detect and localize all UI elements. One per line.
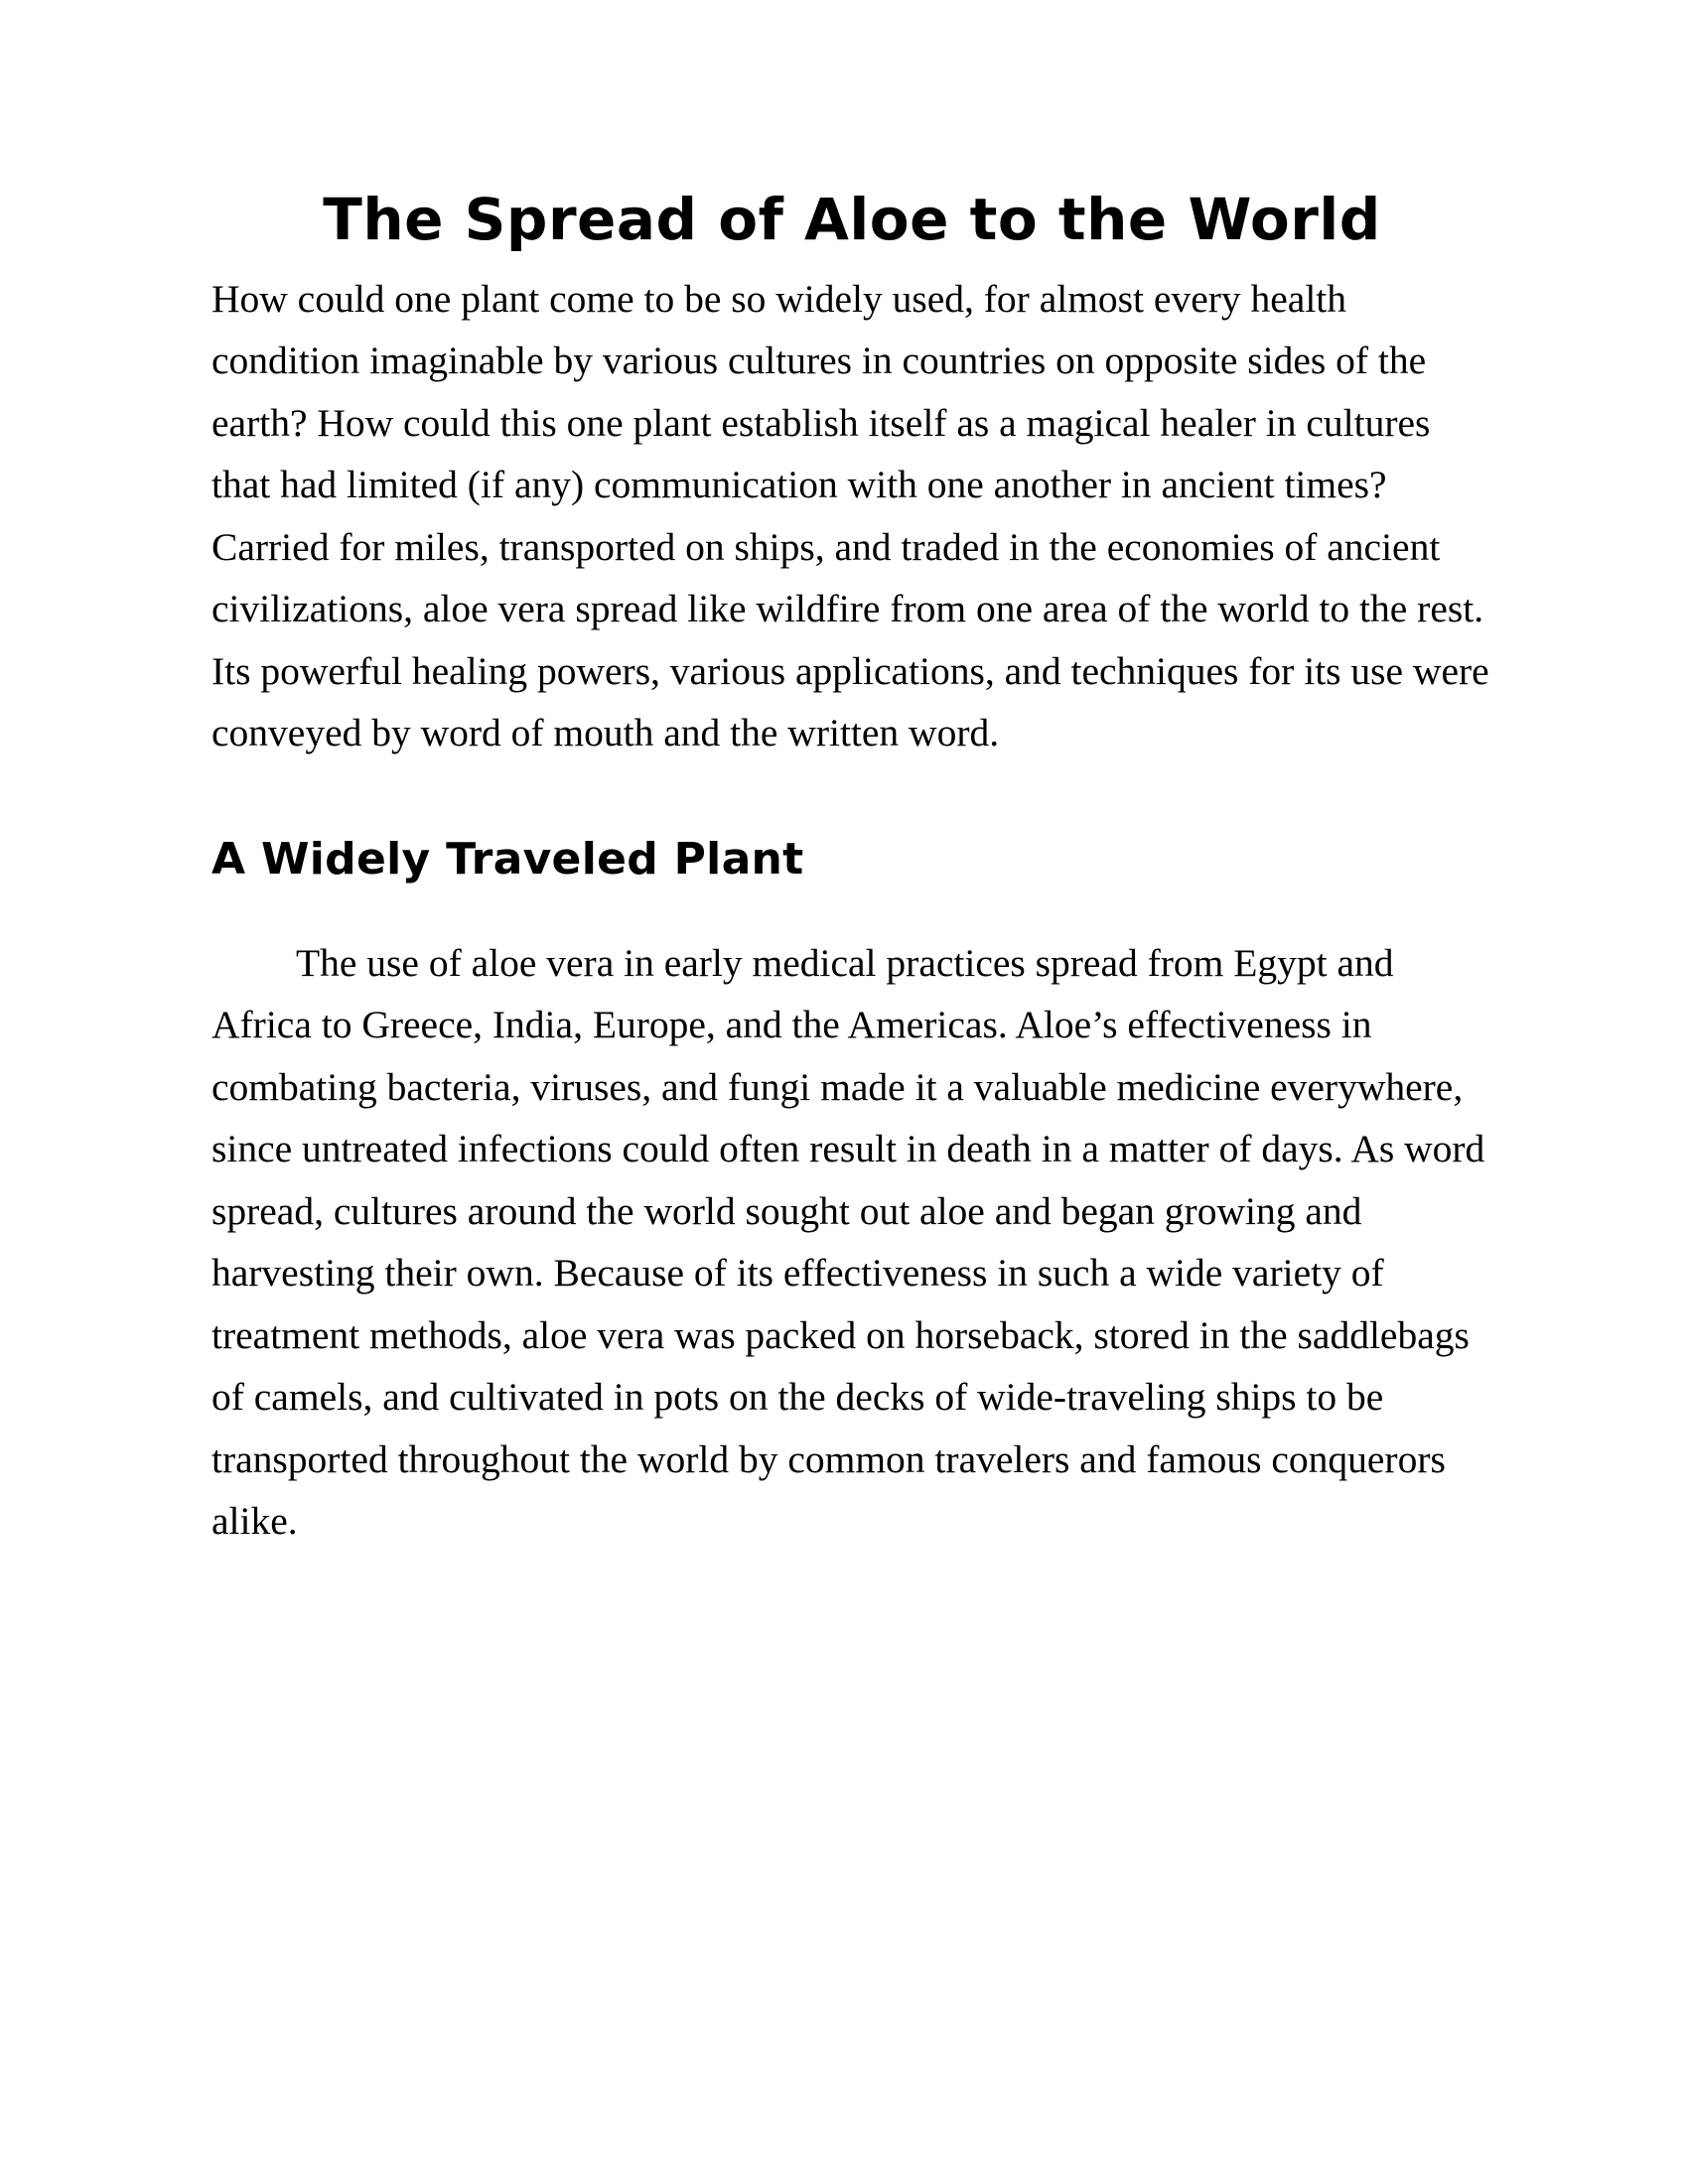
section-paragraph: The use of aloe vera in early medical practices spread from Egypt and Africa to Greece, India, Europe, and the Americas. Aloe’s effectiveness in combating bacteria, viruses, and fungi made it a valuable medicine everywhere, since untreated infections could often result in death in a matter of days. As word spread, cultures around the world sought out aloe and began growing and harvesting their own. Because of its effectiveness in such a wide variety of treatment methods, aloe vera was packed on horseback, stored in the saddlebags of camels, and cultivated in pots on the decks of wide-traveling ships to be transported throughout the world by common travelers and famous conquerors alike. — [211, 940, 1485, 1544]
document-page — [211, 186, 1492, 1553]
page-title: The Spread of Aloe to the World — [323, 186, 1381, 253]
section-heading: A Widely Traveled Plant — [211, 833, 804, 885]
intro-paragraph: How could one plant come to be so widely used, for almost every health condition imaginable by various cultures in countries on opposite sides of the earth? How could this one plant establish itself as a magical healer in cultures that had limited (if any) communication with one another in ancient times? Carried for miles, transported on ships, and traded in the economies of ancient civilizations, aloe vera spread like wildfire from one area of the world to the rest. Its powerful healing powers, various applications, and techniques for its use were conveyed by word of mouth and the written word. — [211, 276, 1489, 755]
